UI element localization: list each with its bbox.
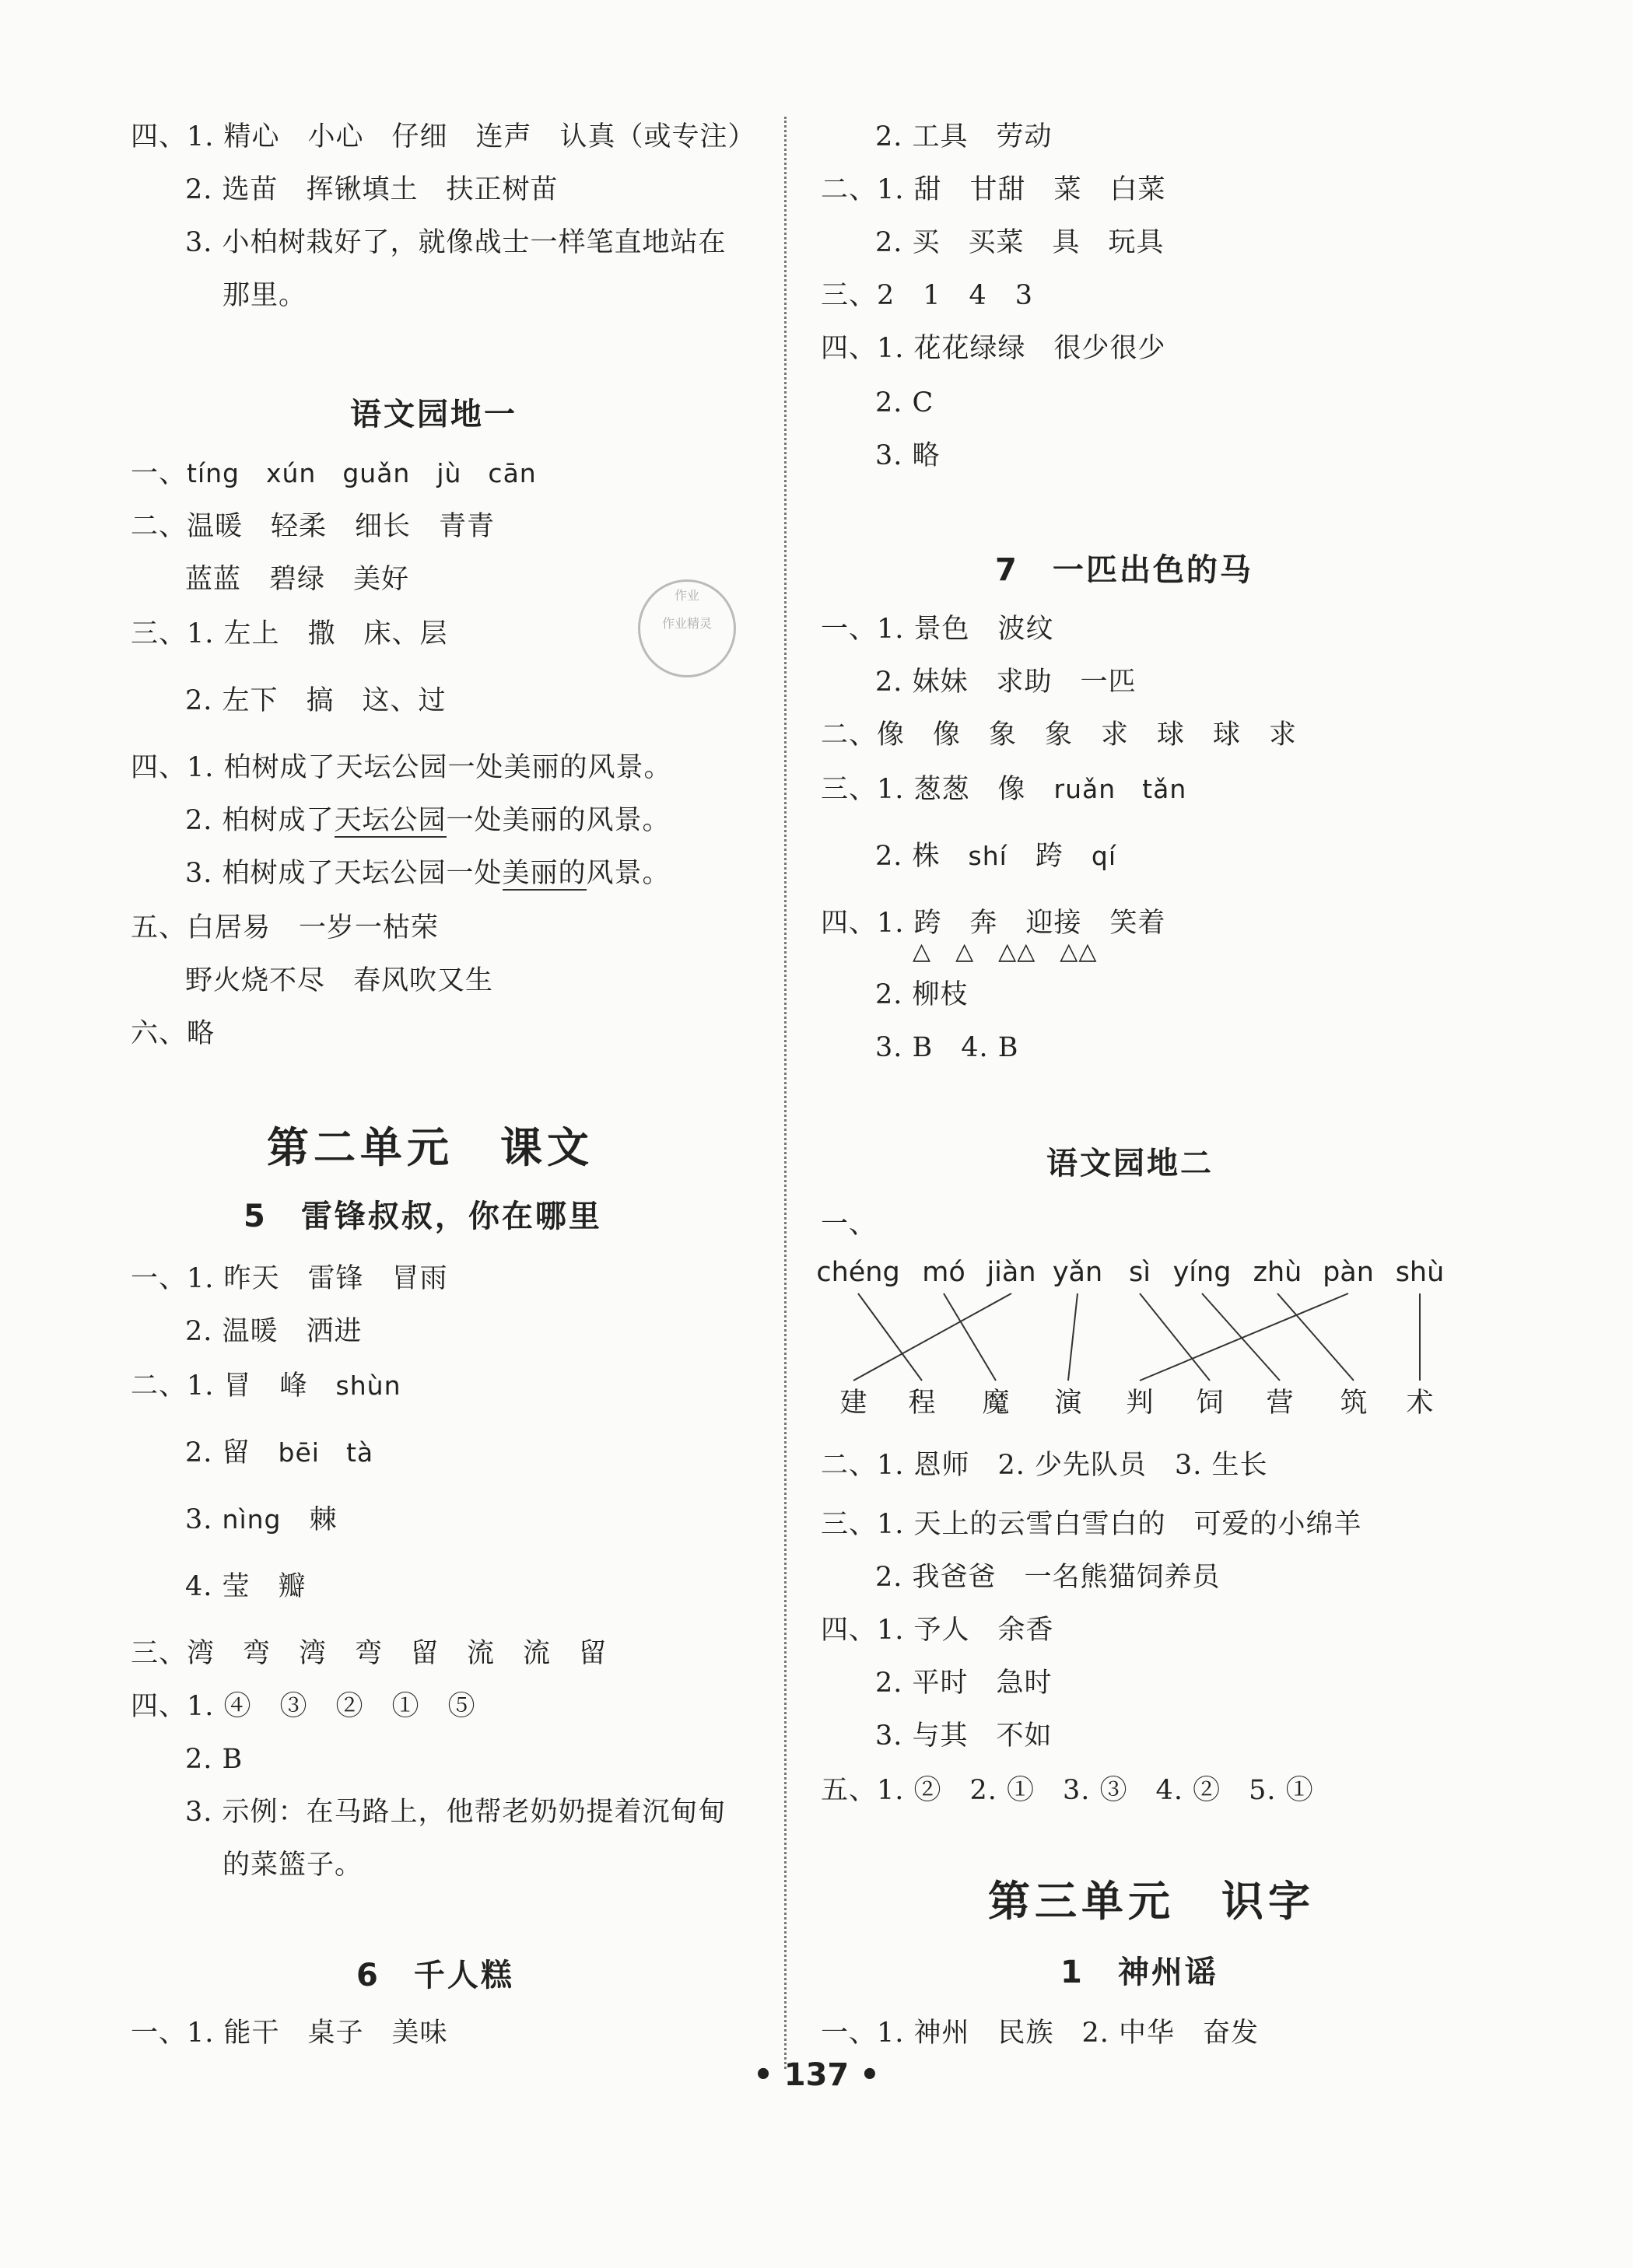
answer-line: 五、1. ② 2. ① 3. ③ 4. ② 5. ① [821,1775,1314,1806]
answer-line: 2. 买 买菜 具 玩具 [875,227,1165,258]
answer-line: 2. 柳枝 [875,979,969,1010]
answer-line: 3. 示例：在马路上，他帮老奶奶提着沉甸甸 [185,1797,727,1828]
answer-line: 六、略 [131,1018,216,1049]
answer-line: 二、1. 恩师 2. 少先队员 3. 生长 [821,1450,1268,1481]
answer-line: 4. 莹 瓣 [185,1571,307,1602]
answer-line: 四、1. 跨 奔 迎接 笑着 [821,908,1166,939]
pinyin-item: yǎn [1052,1257,1103,1288]
answer-line: 3. 与其 不如 [875,1720,1053,1752]
text: 2. 柏树成了 [185,805,335,836]
text: 2. 株 [875,841,941,872]
lesson-title: 6 千人糕 [356,1958,514,1993]
pinyin: shùn [335,1370,401,1401]
answer-line: 野火烧不尽 春风吹又生 [185,965,494,996]
match-line [1140,1293,1348,1381]
answer-line: 二、温暖 轻柔 细长 青青 [131,511,496,542]
answer-line: 的菜篮子。 [223,1850,363,1881]
answer-line: 四、1. 柏树成了天坛公园一处美丽的风景。 [131,752,672,783]
answer-line: 3. 小柏树栽好了，就像战士一样笔直地站在 [185,227,727,258]
answer-line: 二、像 像 象 象 求 球 球 求 [821,719,1298,751]
answer-line: 蓝蓝 碧绿 美好 [185,564,410,595]
answer-line: 三、湾 弯 湾 弯 留 流 流 留 [131,1638,608,1669]
answer-line [185,855,671,892]
match-line [858,1293,922,1381]
pinyin-item: chéng [816,1257,900,1288]
stamp-text: 作业 [674,588,699,603]
text: 2. 留 [185,1437,251,1468]
section-title: 语文园地二 [1046,1146,1214,1181]
pinyin-item: jiàn [986,1257,1036,1288]
match-line [1140,1293,1210,1381]
answer-line: 2. 温暖 洒进 [185,1316,363,1347]
pinyin-item: zhù [1253,1257,1302,1288]
answer-line: 2. 工具 劳动 [875,121,1053,152]
pinyin-item: shù [1395,1257,1445,1288]
pinyin: qí [1091,841,1116,871]
answer-line: 一、1. 能干 桌子 美味 [131,2018,448,2049]
pinyin: ruǎn tǎn [1053,774,1187,804]
pinyin-row [816,1254,1482,1291]
answer-line: 2. 平时 急时 [875,1668,1053,1699]
answer-line [185,802,671,839]
char-item: 营 [1266,1388,1294,1419]
char-item: 判 [1126,1388,1154,1419]
unit-title: 第二单元 课文 [267,1123,594,1172]
watermark-stamp [638,579,736,677]
char-item: 演 [1054,1388,1082,1419]
match-line [1202,1293,1280,1381]
lesson-title: 7 一匹出色的马 [995,552,1253,588]
answer-line: 三、1. 左上 撒 床、层 [131,618,448,649]
pinyin-item: pàn [1323,1257,1374,1288]
page-number: • 137 • [753,2057,880,2093]
pinyin-item: mó [922,1257,965,1288]
text: 风景。 [586,858,671,889]
left-column [131,0,831,2268]
text: 3. [185,1504,213,1535]
answer-line: 五、白居易 一岁一枯荣 [131,912,440,943]
text: 二、1. 冒 峰 [131,1370,308,1402]
underlined-text: 天坛公园 [334,805,447,836]
text: 跨 [1035,841,1064,872]
answer-line: 那里。 [223,280,307,311]
pinyin-item: sì [1129,1257,1151,1288]
answer-line: 2. 我爸爸 一名熊猫饲养员 [875,1562,1221,1593]
text: 三、1. 葱葱 像 [821,774,1026,805]
answer-line: 2. C [875,387,934,418]
pinyin: shí [968,841,1007,871]
answer-line [185,1501,338,1538]
lesson-title: 5 雷锋叔叔，你在哪里 [244,1199,602,1234]
answer-line: 四、1. ④ ③ ② ① ⑤ [131,1691,476,1722]
answer-line: 三、2 1 4 3 [821,280,1034,311]
underlined-text: 美丽的 [502,858,587,889]
match-line [1068,1293,1078,1381]
answer-line: 四、1. 花花绿绿 很少很少 [821,333,1166,364]
answer-line: 二、1. 甜 甘甜 菜 白菜 [821,174,1166,205]
answer-line: 一、1. 昨天 雷锋 冒雨 [131,1263,448,1294]
answer-line: 3. B 4. B [875,1032,1019,1063]
answer-line: 2. 左下 搞 这、过 [185,685,447,716]
answer-line: 2. 选苗 挥锹填土 扶正树苗 [185,174,559,205]
section-title: 语文园地一 [350,397,517,432]
answer-line: 一、1. 神州 民族 2. 中华 奋发 [821,2018,1260,2049]
matching-lines [821,1287,1505,1388]
char-item: 筑 [1340,1388,1368,1419]
char-item: 魔 [982,1388,1010,1419]
answer-line: 2. B [185,1744,244,1775]
answer-line: 2. 妹妹 求助 一匹 [875,667,1137,698]
pinyin-item: yíng [1172,1257,1232,1288]
answer-line [821,771,1186,808]
char-item: 程 [908,1388,936,1419]
answer-line: 3. 略 [875,440,941,471]
lesson-title: 1 神州谣 [1060,1955,1218,1990]
answer-line: 四、1. 精心 小心 仔细 连声 认真（或专注） [131,121,756,152]
answer-line [185,1434,373,1472]
char-row [821,1384,1482,1422]
pinyin: nìng [222,1504,282,1535]
char-item: 饲 [1196,1388,1224,1419]
unit-title: 第三单元 识字 [988,1877,1315,1926]
triangle-marks: △ △ △△ △△ [913,938,1098,965]
pinyin: tíng xún guǎn jù cān [187,458,537,488]
answer-line [875,838,1116,875]
label: 一、 [131,458,187,489]
answer-line: 四、1. 予人 余香 [821,1615,1054,1646]
char-item: 术 [1406,1388,1434,1419]
answer-line [131,1367,401,1405]
answer-line: 三、1. 天上的云雪白雪白的 可爱的小绵羊 [821,1509,1362,1540]
pinyin: bēi tà [278,1437,374,1468]
text: 一处美丽的风景。 [446,805,671,836]
answer-line: 一、 [821,1209,878,1240]
text: 棘 [309,1504,338,1535]
answer-line: 一、1. 景色 波纹 [821,614,1054,645]
text: 3. 柏树成了天坛公园一处 [185,858,503,889]
stamp-text: 作业精灵 [661,616,712,631]
char-item: 建 [839,1388,867,1419]
answer-line [131,455,537,492]
